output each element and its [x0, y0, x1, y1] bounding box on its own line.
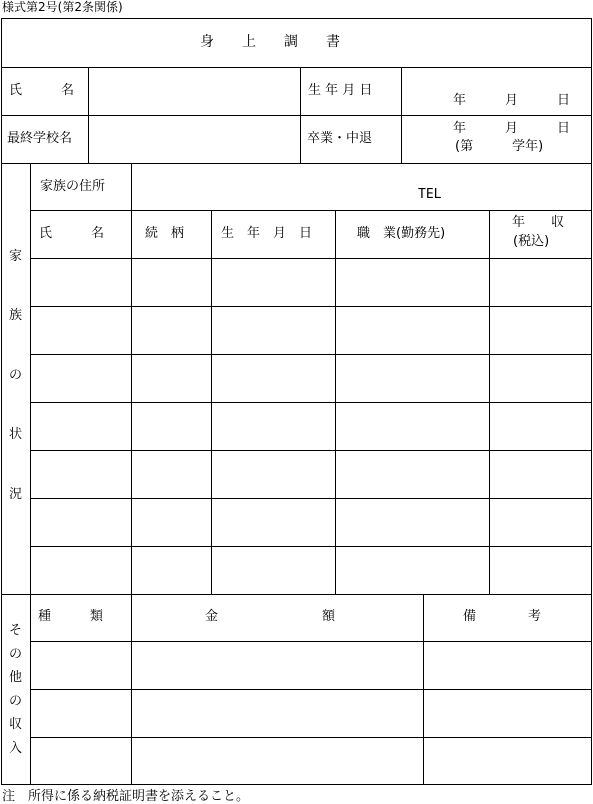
family-col-income: 年 収: [512, 215, 565, 230]
name-field[interactable]: [89, 68, 300, 115]
other-income-col-amount: 金 額: [205, 609, 336, 624]
other-income-side-char: の: [9, 647, 23, 662]
name-label: 氏 名: [9, 83, 75, 98]
family-table-row[interactable]: [31, 259, 591, 306]
other-income-table-row[interactable]: [31, 690, 591, 737]
family-col-birth: 生 年 月 日: [221, 226, 313, 241]
family-col-job: 職 業(勤務先): [357, 226, 446, 241]
family-table-row[interactable]: [31, 547, 591, 594]
family-col-relation: 続 柄: [145, 226, 185, 241]
birth-date-label: 生 年 月 日: [308, 83, 373, 98]
other-income-side-char: そ: [9, 623, 23, 638]
graduation-grade-field[interactable]: (第 学年): [455, 139, 544, 154]
family-side-char: 況: [9, 487, 23, 502]
family-table-row[interactable]: [31, 355, 591, 402]
family-section-label: [9, 250, 23, 510]
other-income-section-label: [9, 624, 23, 754]
other-income-side-char: 他: [9, 670, 23, 685]
other-income-side-char: 収: [9, 717, 23, 732]
family-col-name: 氏 名: [39, 226, 105, 241]
family-table-row[interactable]: [31, 451, 591, 498]
family-side-char: 族: [9, 308, 23, 323]
family-table-row[interactable]: [31, 403, 591, 450]
footer-note: 注 所得に係る納税証明書を添えること。: [2, 789, 250, 804]
other-income-col-type: 種 類: [38, 609, 104, 624]
family-side-char: 家: [9, 249, 23, 264]
other-income-col-remarks: 備 考: [463, 609, 542, 624]
form-number-header: 様式第2号(第2条関係): [2, 0, 123, 14]
other-income-table-row[interactable]: [31, 642, 591, 689]
family-side-char: 状: [9, 427, 23, 442]
other-income-side-char: の: [9, 694, 23, 709]
birth-date-field[interactable]: 年 月 日: [453, 93, 571, 108]
family-side-char: の: [9, 368, 23, 383]
form-title: 身 上 調 書: [200, 34, 340, 50]
family-address-label: 家族の住所: [40, 179, 106, 194]
other-income-table-row[interactable]: [31, 738, 591, 784]
family-table-row[interactable]: [31, 307, 591, 354]
family-col-income-tax: (税込): [513, 234, 550, 249]
graduation-label: 卒業・中退: [307, 131, 373, 146]
graduation-date-field[interactable]: 年 月 日: [453, 121, 571, 136]
other-income-side-char: 入: [9, 741, 23, 756]
school-label: 最終学校名: [7, 131, 73, 146]
tel-label: TEL: [418, 187, 442, 202]
family-table-row[interactable]: [31, 499, 591, 546]
family-address-field[interactable]: [132, 164, 591, 210]
school-field[interactable]: [89, 116, 300, 163]
